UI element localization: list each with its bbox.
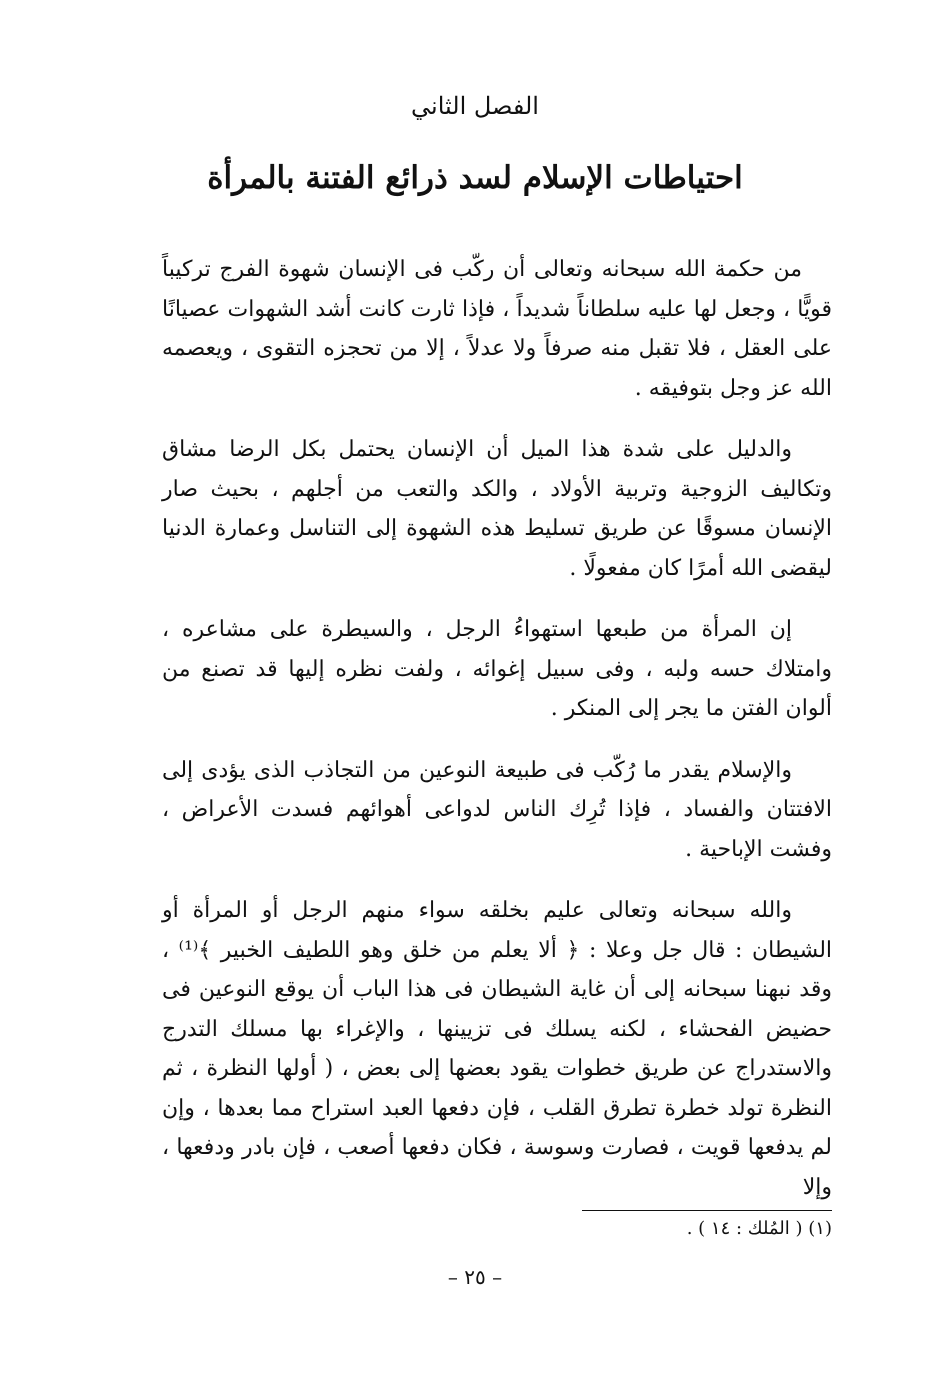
footnote-divider <box>582 1210 832 1211</box>
page-number: – ٢٥ – <box>447 1265 503 1289</box>
paragraph-2: والدليل على شدة هذا الميل أن الإنسان يحتمل بكل الرضا مشاق وتكاليف الزوجية وتربية الأولاد ، والكد والتعب من أجلهم ، بحيث صار الإنسان مسوقًا عن طريق تسليط هذه الشهوة إلى التناسل وعمارة الدنيا ليقضى الله أمرًا كان مفعولًا . <box>162 437 832 581</box>
paragraph-5: والله سبحانه وتعالى عليم بخلقه سواء منهم الرجل أو المرأة أو الشيطان : قال جل وعلا : ﴿ ألا يعلم من خلق وهو اللطيف الخبير ﴾⁽¹⁾ ، وقد نبهنا سبحانه إلى أن غاية الشيطان فى هذا الباب أن يوقع النوعين فى حضيض الفحشاء ، لكنه يسلك فى تزيينها ، والإغراء بها مسلك التدرج والاستدراج عن طريق خطوات يقود بعضها إلى بعض ، ( أولها النظرة ، ثم النظرة تولد خطرة تطرق القلب ، فإن دفعها العبد استراح مما بعدها ، وإن لم يدفعها قويت ، فصارت وسوسة ، فكان دفعها أصعب ، فإن بادر ودفعها ، وإلا <box>162 898 833 1200</box>
paragraph-4: والإسلام يقدر ما رُكّب فى طبيعة النوعين من التجاذب الذى يؤدى إلى الافتتان والفساد ، فإذا تُرِك الناس لدواعى أهوائهم فسدت الأعراض ، وفشت الإباحية . <box>162 757 832 862</box>
footnote: (١) ( المُلك : ١٤ ) . <box>686 1218 832 1239</box>
paragraph-1: من حكمة الله سبحانه وتعالى أن ركّب فى الإنسان شهوة الفرج تركيباً قويًّا ، وجعل لها عليه سلطاناً شديداً ، فإذا ثارت كانت أشد الشهوات عصيانًا على العقل ، فلا تقبل منه صرفاً ولا عدلاً ، إلا من تحجزه التقوى ، ويعصمه الله عز وجل بتوفيقه . <box>162 257 832 401</box>
body-text <box>162 250 832 1207</box>
chapter-label: الفصل الثاني <box>411 92 539 120</box>
section-title: احتياطات الإسلام لسد ذرائع الفتنة بالمرأة <box>207 160 743 196</box>
paragraph-3: إن المرأة من طبعها استهواءُ الرجل ، والسيطرة على مشاعره ، وامتلاك حسه ولبه ، وفى سبيل إغوائه ، ولفت نظره إليها قد تصنع من ألوان الفتن ما يجر إلى المنكر . <box>162 617 832 721</box>
